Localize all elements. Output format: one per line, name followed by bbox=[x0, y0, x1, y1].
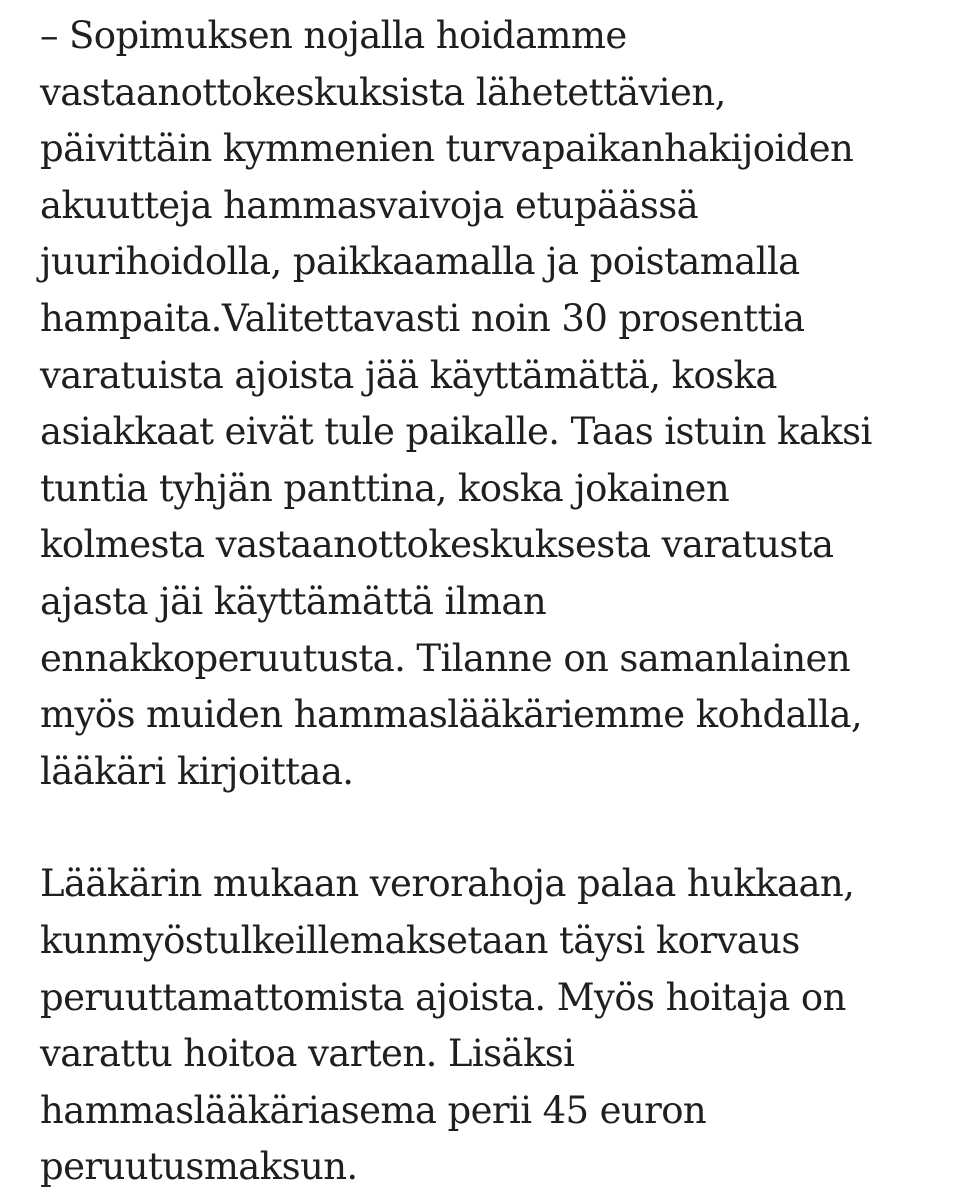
text-line: lääkäri kirjoittaa. bbox=[40, 749, 354, 793]
text-line: peruutusmaksun. bbox=[40, 1145, 358, 1189]
text-line: tuntia tyhjän panttina, koska jokainen bbox=[40, 466, 730, 510]
text-line: hampaita.Valitettavasti noin 30 prosenttia bbox=[40, 296, 805, 340]
article-body bbox=[40, 8, 940, 1196]
text-line: ajasta jäi käyttämättä ilman bbox=[40, 579, 547, 623]
text-line: vastaanottokeskuksista lähetettävien, bbox=[40, 70, 726, 114]
text-line: kunmyöstulkeillemaksetaan täysi korvaus bbox=[40, 918, 800, 962]
text-line: juurihoidolla, paikkaamalla ja poistamalla bbox=[40, 240, 800, 284]
text-line: Lääkärin mukaan verorahoja palaa hukkaan, bbox=[40, 862, 855, 906]
text-line: varattu hoitoa varten. Lisäksi bbox=[40, 1032, 575, 1076]
text-line: varatuista ajoista jää käyttämättä, koska bbox=[40, 353, 777, 397]
paragraph-summary bbox=[40, 856, 940, 1196]
text-line: akuutteja hammasvaivoja etupäässä bbox=[40, 183, 699, 227]
text-line: hammaslääkäriasema perii 45 euron bbox=[40, 1088, 707, 1132]
text-line: – Sopimuksen nojalla hoidamme bbox=[40, 14, 627, 57]
text-line: päivittäin kymmenien turvapaikanhakijoiden bbox=[40, 127, 854, 171]
text-line: myös muiden hammaslääkäriemme kohdalla, bbox=[40, 693, 863, 737]
text-line: ennakkoperuutusta. Tilanne on samanlainen bbox=[40, 636, 851, 680]
paragraph-quote bbox=[40, 8, 940, 800]
text-line: peruuttamattomista ajoista. Myös hoitaja on bbox=[40, 975, 846, 1019]
text-line: kolmesta vastaanottokeskuksesta varatusta bbox=[40, 523, 834, 567]
text-line: asiakkaat eivät tule paikalle. Taas istuin kaksi bbox=[40, 410, 872, 454]
